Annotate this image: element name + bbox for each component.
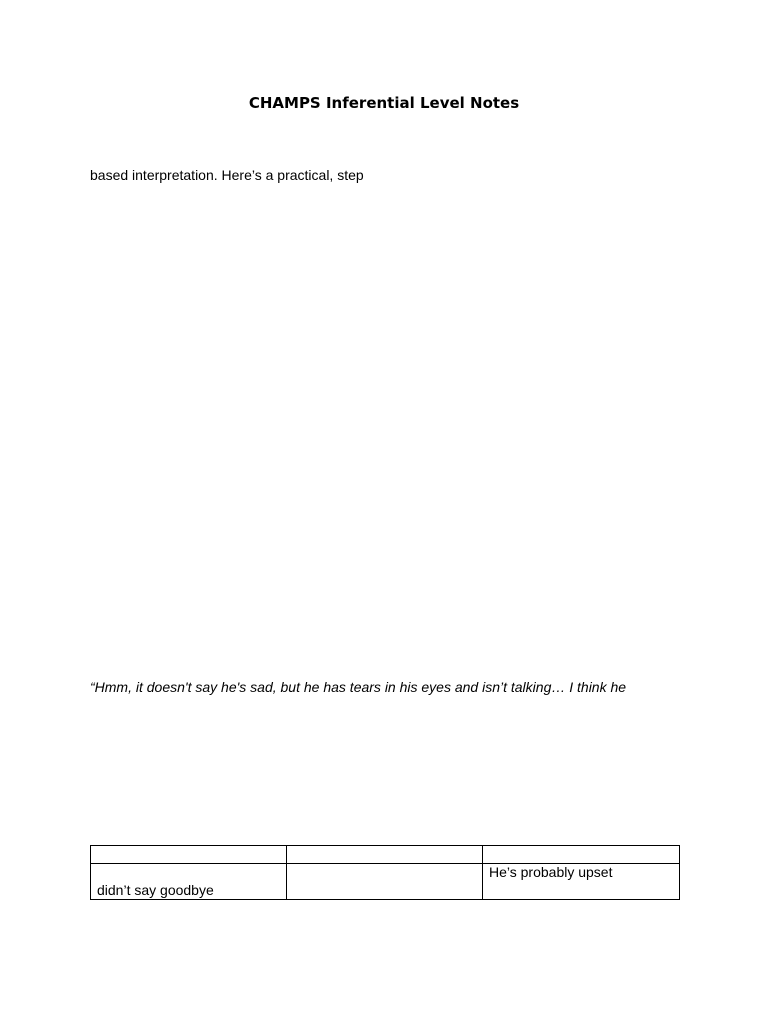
table-header-row: [91, 846, 680, 864]
table-row: [91, 864, 680, 900]
table-cell-empty: [287, 864, 483, 900]
document-title: CHAMPS Inferential Level Notes: [248, 94, 520, 112]
table-cell-inference: He’s probably upset: [483, 864, 680, 900]
inference-table: [90, 845, 680, 900]
intro-paragraph: based interpretation. Here’s a practical, step: [90, 167, 364, 183]
table-cell-clue: didn’t say goodbye: [91, 864, 287, 900]
table-header-cell: [287, 846, 483, 864]
table-header-cell: [91, 846, 287, 864]
table-header-cell: [483, 846, 680, 864]
example-quote: “Hmm, it doesn't say he's sad, but he has tears in his eyes and isn’t talking… I think he: [90, 679, 627, 695]
